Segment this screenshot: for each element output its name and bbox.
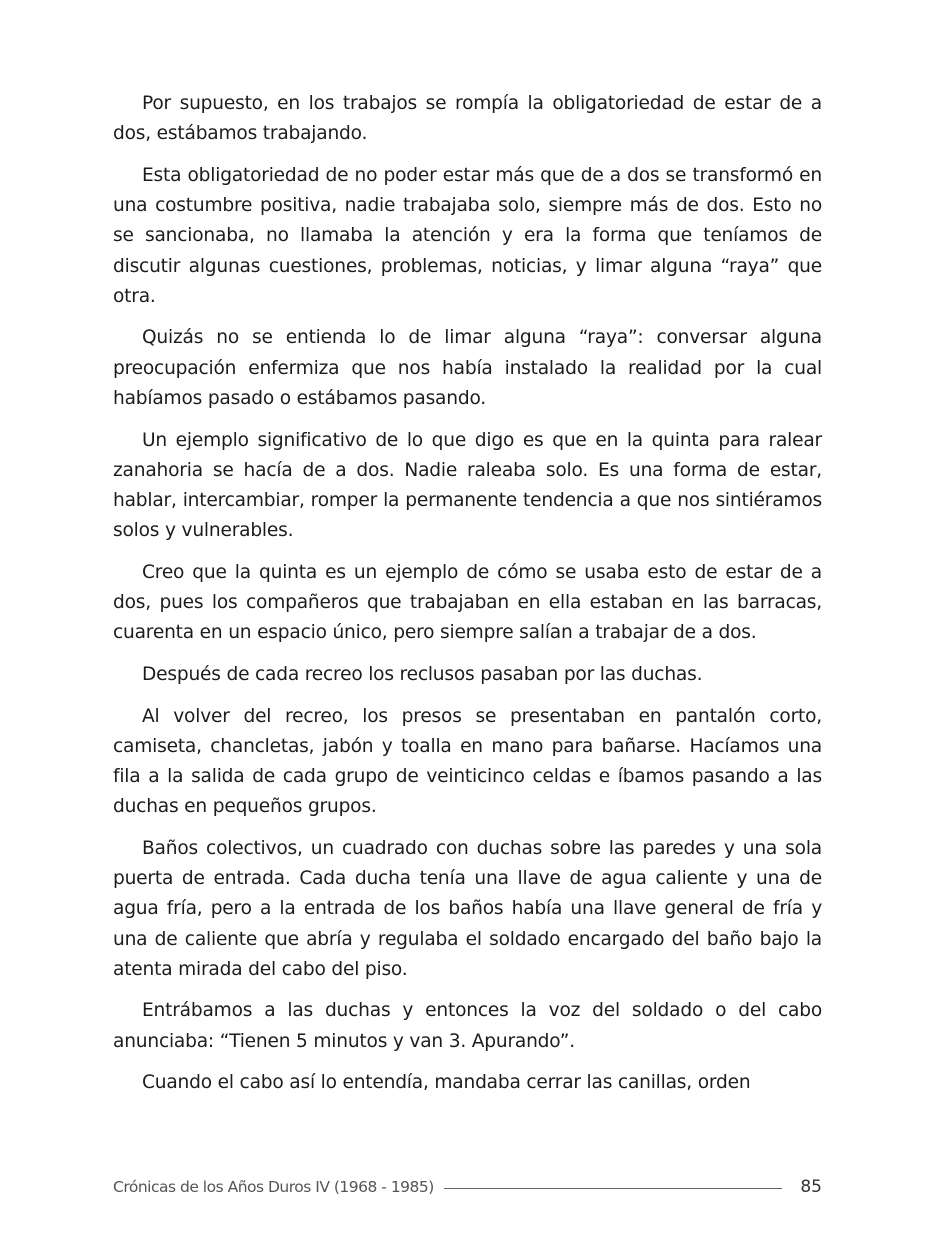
paragraph: Entrábamos a las duchas y entonces la voz del soldado o del cabo anunciaba: “Tienen 5 minutos y van 3. Apurando”. (113, 1000, 822, 1052)
page-number: 85 (800, 1177, 822, 1197)
paragraph: Al volver del recreo, los presos se presentaban en pantalón corto, camiseta, chancletas, jabón y toalla en mano para bañarse. Hacíamos una fila a la salida de cada grupo de veinticinco celdas e íbamos pasando a las duchas en pequeños grupos. (113, 705, 822, 818)
paragraph: Esta obligatoriedad de no poder estar más que de a dos se transformó en una costumbre positiva, nadie trabajaba solo, siempre más de dos. Esto no se sancionaba, no llamaba la atención y era la forma que teníamos de discutir algunas cuestiones, problemas, noticias, y limar alguna “raya” que otra. (113, 164, 822, 307)
body-text (113, 89, 822, 1110)
paragraph: Un ejemplo significativo de lo que digo es que en la quinta para ralear zanahoria se hacía de a dos. Nadie raleaba solo. Es una forma de estar, hablar, intercambiar, romper la permanente tendencia a que nos sintiéramos solos y vulnerables. (113, 429, 822, 542)
paragraph: Cuando el cabo así lo entendía, mandaba cerrar las canillas, orden (142, 1072, 751, 1094)
paragraph: Quizás no se entienda lo de limar alguna “raya”: conversar alguna preocupación enfermiza que nos había instalado la realidad por la cual habíamos pasado o estábamos pasando. (113, 327, 822, 409)
paragraph: Creo que la quinta es un ejemplo de cómo se usaba esto de estar de a dos, pues los compañeros que trabajaban en ella estaban en las barracas, cuarenta en un espacio único, pero siempre salían a trabajar de a dos. (113, 561, 822, 644)
paragraph: Después de cada recreo los reclusos pasaban por las duchas. (142, 663, 703, 685)
footer-divider (444, 1188, 783, 1189)
running-footer-title: Crónicas de los Años Duros IV (1968 - 1985) (113, 1178, 434, 1196)
paragraph: Baños colectivos, un cuadrado con duchas sobre las paredes y una sola puerta de entrada. Cada ducha tenía una llave de agua caliente y una de agua fría, pero a la entrada de los baños había una llave general de fría y una de caliente que abría y regulaba el soldado encargado del baño bajo la atenta mirada del cabo del piso. (113, 837, 822, 980)
page-footer (113, 1172, 822, 1202)
paragraph: Por supuesto, en los trabajos se rompía la obligatoriedad de estar de a dos, estábamos trabajando. (113, 93, 822, 145)
